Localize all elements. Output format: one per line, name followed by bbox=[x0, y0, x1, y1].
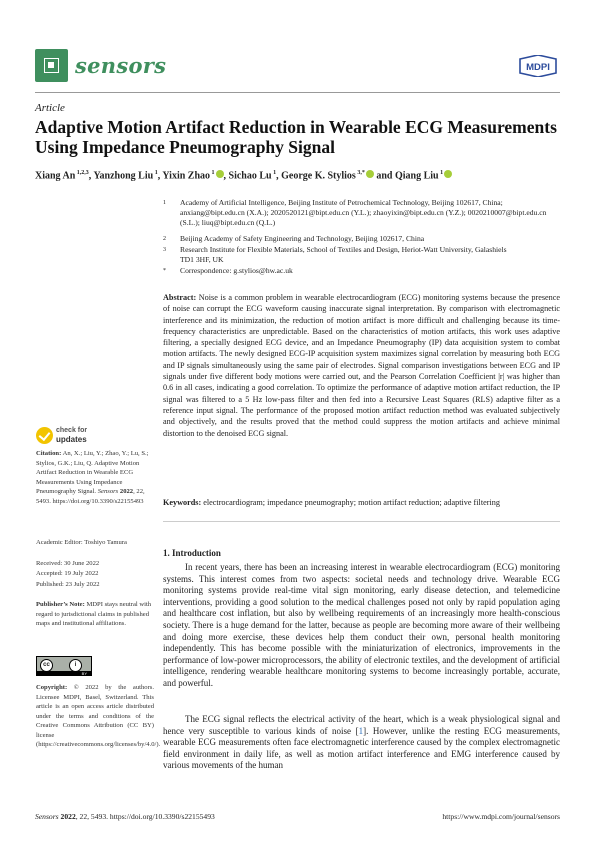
paper-title: Adaptive Motion Artifact Reduction in Wearable ECG Measurements Using Impedance Pneumography Signal bbox=[35, 117, 557, 157]
mdpi-logo-icon[interactable] bbox=[516, 55, 560, 77]
author-affiliation-sup: 1 bbox=[210, 170, 215, 176]
author-separator: , bbox=[223, 170, 229, 182]
published-date: Published: 23 July 2022 bbox=[36, 581, 100, 588]
header-divider bbox=[35, 92, 560, 93]
cc-by-license-icon[interactable]: cc i BY bbox=[36, 656, 92, 676]
keywords bbox=[163, 497, 560, 508]
author-affiliation-sup: 1 bbox=[271, 170, 277, 176]
author-name: Xiang An bbox=[35, 170, 76, 182]
citation-block: Citation: An, X.; Liu, Y.; Zhao, Y.; Lu, S.; Stylios, G.K.; Liu, Q. Adaptive Motion Artifact Reduction in Wearable ECG Measurements Using Impedance Pneumography Signal. Sensors 2022, 22, 5493. https://doi.org/10.3390/s22155493 bbox=[36, 450, 149, 505]
author-separator: , bbox=[157, 170, 163, 182]
author-name: Yixin Zhao bbox=[162, 170, 211, 182]
author-list bbox=[35, 166, 560, 183]
check-for-updates-button[interactable]: check for updates bbox=[36, 427, 116, 447]
received-date: Received: 30 June 2022 bbox=[36, 560, 100, 567]
author-affiliation-sup: 1,2,3 bbox=[75, 170, 89, 176]
check-icon bbox=[36, 427, 53, 444]
keywords-text: electrocardiogram; impedance pneumography; motion artifact reduction; adaptive filtering bbox=[203, 498, 500, 507]
author-affiliation-sup: 3,* bbox=[355, 170, 365, 176]
intro-paragraph-1: In recent years, there has been an increasing interest in wearable electrocardiogram (ECG) monitoring systems. This interest comes from two aspects: societal needs and technology drive. Wearable ECG monitoring systems provide real-time vital sign monitoring, early disease detection, and telemedicine interventions, providing a good solution to the medical challenges posed not only by rapid population aging and healthcare cost inflation, but also by wellbeing requirements of an increasingly more health-conscious society. There is a huge demand for the latter, because as people are becoming more aware of their wellbeing and doing more exercise, these devices help them conduct their own, personal health monitoring independently. This has become possible with the miniaturization of electronics, improvements in the performance of low-power microprocessors, the ability of electronic textiles, and the development of artificial intelligence, rendering wearable healthcare monitoring systems to become increasingly portable, accurate, and powerful. bbox=[163, 562, 560, 688]
author-name: Sichao Lu bbox=[228, 170, 272, 182]
reference-link[interactable]: 1 bbox=[358, 725, 364, 736]
publisher-note: Publisher’s Note: MDPI stays neutral with regard to jurisdictional claims in published maps and institutional affiliations. bbox=[36, 601, 152, 627]
author-separator: , bbox=[276, 170, 282, 182]
author-separator: , bbox=[88, 170, 94, 182]
author-affiliation-sup: 1 bbox=[438, 170, 444, 176]
academic-editor: Academic Editor: Toshiyo Tamura bbox=[36, 539, 127, 546]
affiliation-3: 3 Research Institute for Flexible Materials, School of Textiles and Design, Heriot-Watt University, Galashiels TD1 3HF, UK bbox=[163, 245, 507, 264]
keywords-label: Keywords: bbox=[163, 498, 202, 507]
intro-paragraph-2: The ECG signal reflects the electrical activity of the heart, which is a weak physiological signal and hence very susceptible to various kinds of noise [1]. However, unlike the resting ECG measurements, wearable ECG measurements often face electromagnetic interference caused by the complex electromagnetic field environment in daily life, as well as motion artifact interference and EMG interference caused by various movements of the human bbox=[163, 714, 560, 771]
section-title: 1. Introduction bbox=[163, 548, 221, 558]
footer-citation: Sensors 2022, 22, 5493. https://doi.org/10.3390/s22155493 bbox=[35, 812, 215, 821]
affiliation-2: 2 Beijing Academy of Safety Engineering and Technology, Beijing 102617, China bbox=[163, 234, 425, 243]
journal-logo-icon bbox=[35, 49, 68, 82]
orcid-icon[interactable] bbox=[366, 170, 374, 178]
abstract bbox=[163, 292, 560, 439]
author-name: George K. Stylios bbox=[281, 170, 356, 182]
author-name: Yanzhong Liu bbox=[93, 170, 154, 182]
accepted-date: Accepted: 19 July 2022 bbox=[36, 570, 99, 577]
keywords-divider bbox=[163, 521, 560, 522]
copyright-block: Copyright: © 2022 by the authors. Licensee MDPI, Basel, Switzerland. This article is an open access article distributed under the terms and conditions of the Creative Commons Attribution (CC BY) license (https://creativecommons.org/licenses/by/4.0/). bbox=[36, 684, 161, 748]
mdpi-logo-text: MDPI bbox=[526, 62, 550, 73]
footer-journal-url[interactable]: https://www.mdpi.com/journal/sensors bbox=[442, 812, 560, 821]
abstract-label: Abstract: bbox=[163, 293, 197, 302]
orcid-icon[interactable] bbox=[216, 170, 224, 178]
author-name: Qiang Liu bbox=[394, 170, 439, 182]
author-affiliation-sup: 1 bbox=[153, 170, 158, 176]
journal-name[interactable]: sensors bbox=[75, 53, 167, 78]
citation-doi-link[interactable]: , 22, 5493. https://doi.org/10.3390/s22155493 bbox=[36, 488, 145, 505]
abstract-text: Noise is a common problem in wearable electrocardiogram (ECG) monitoring systems because the presence of noise can corrupt the ECG waveform causing inaccurate signal interpretation. By comparison with electromagnetic interference and its minimization, the reduction of motion artifact is more difficult and challenging because its time-frequency characteristics are unpredictable. Based on the characteristics of motion artifacts, this work uses adaptive filtering, a specially designed ECG device, and an Impedance Pneumography (IP) data acquisition system to combat motion artifacts. The newly designed ECG-IP acquisition system maximizes signal correlation by measuring both ECG and IP signals simultaneously using the same pair of electrodes. Signal comparison investigations between ECG and IP signals under five different body motions were carried out, and the Pearson Correlation Coefficient |r| was higher than 0.6 in all cases, indicating a good correlation. To optimize the performance of adaptive motion artifact reduction, the IP signal was filtered to a 5 Hz low-pass filter and then fed into a Recursive Least Squares (RLS) adaptive filter as a reference input signal. The performance of the proposed motion artifact reduction method was evaluated subjectively and objectively, and the results proved that the method could suppress the motion artifacts and achieve minimal distortion to the denoised ECG signal. bbox=[163, 293, 561, 438]
affiliation-1: 1 Academy of Artificial Intelligence, Beijing Institute of Petrochemical Technology, Beijing 102617, China; anxiang@bipt.edu.cn (X.A.); 2020520121@bipt.edu.cn (Y.L.); zhaoyixin@bipt.edu.cn (Y.Z.); 0020210007@bipt.edu.cn (S.L.); liuq@bipt.edu.cn (Q.L.) bbox=[163, 198, 547, 227]
article-type: Article bbox=[35, 102, 65, 114]
orcid-icon[interactable] bbox=[444, 170, 452, 178]
author-separator: and bbox=[373, 170, 395, 182]
correspondence: * Correspondence: g.stylios@hw.ac.uk bbox=[163, 266, 293, 275]
